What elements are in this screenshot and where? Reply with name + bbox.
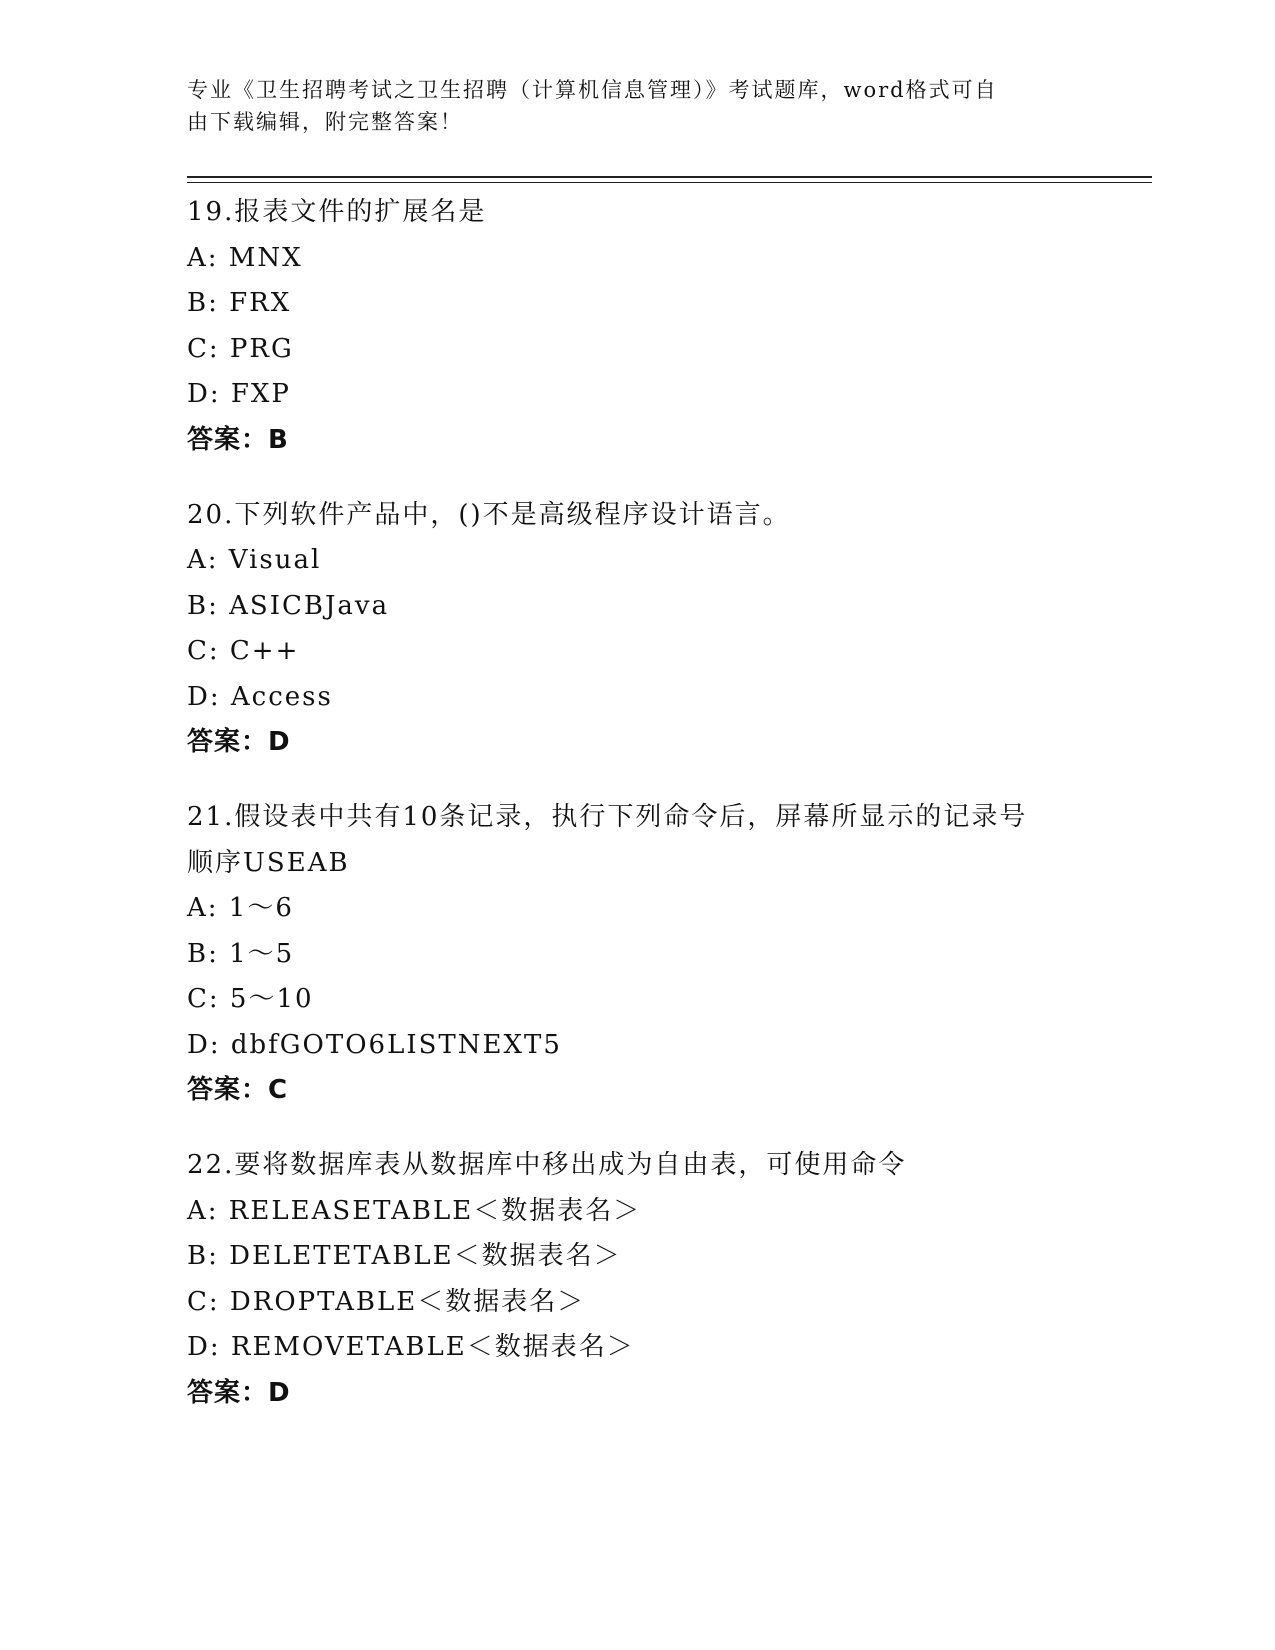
question-stem-line-1: 21.假设表中共有10条记录，执行下列命令后，屏幕所显示的记录号 [187, 802, 1028, 832]
option-c: C: DROPTABLE＜数据表名＞ [187, 1286, 586, 1317]
option-b: B: 1～5 [187, 938, 295, 969]
option-b: B: ASICBJava [187, 590, 390, 621]
question-stem: 20.下列软件产品中，()不是高级程序设计语言。 [187, 499, 791, 530]
option-d: D: REMOVETABLE＜数据表名＞ [187, 1332, 635, 1362]
header-divider-thin [187, 182, 1152, 183]
option-d: D: FXP [187, 379, 291, 409]
question-20 [187, 493, 1087, 766]
question-21 [187, 795, 1087, 1113]
document-header [187, 74, 1067, 138]
question-19 [187, 190, 1087, 463]
option-a: A: Visual [187, 545, 322, 575]
answer-label: 答案：D [187, 1377, 291, 1408]
option-d: D: dbfGOTO6LISTNEXT5 [187, 1029, 562, 1060]
question-stem: 19.报表文件的扩展名是 [187, 197, 487, 227]
option-a: A: RELEASETABLE＜数据表名＞ [187, 1195, 642, 1226]
option-b: B: DELETETABLE＜数据表名＞ [187, 1241, 622, 1271]
answer-label: 答案：B [187, 424, 289, 455]
question-stem: 22.要将数据库表从数据库中移出成为自由表，可使用命令 [187, 1150, 907, 1180]
header-line-1: 专业《卫生招聘考试之卫生招聘（计算机信息管理）》考试题库，word格式可自 [187, 78, 998, 102]
option-d: D: Access [187, 681, 333, 712]
option-c: C: PRG [187, 333, 294, 364]
option-c: C: 5～10 [187, 984, 314, 1014]
question-list [187, 190, 1087, 1446]
option-c: C: C++ [187, 636, 300, 666]
header-divider-thick [187, 176, 1152, 178]
question-stem-line-2: 顺序USEAB [187, 847, 350, 878]
question-22 [187, 1143, 1087, 1416]
option-a: A: 1～6 [187, 893, 294, 923]
option-a: A: MNX [187, 242, 303, 273]
answer-label: 答案：D [187, 727, 291, 757]
answer-label: 答案：C [187, 1075, 289, 1105]
option-b: B: FRX [187, 288, 292, 318]
header-line-2: 由下载编辑，附完整答案！ [187, 110, 463, 134]
